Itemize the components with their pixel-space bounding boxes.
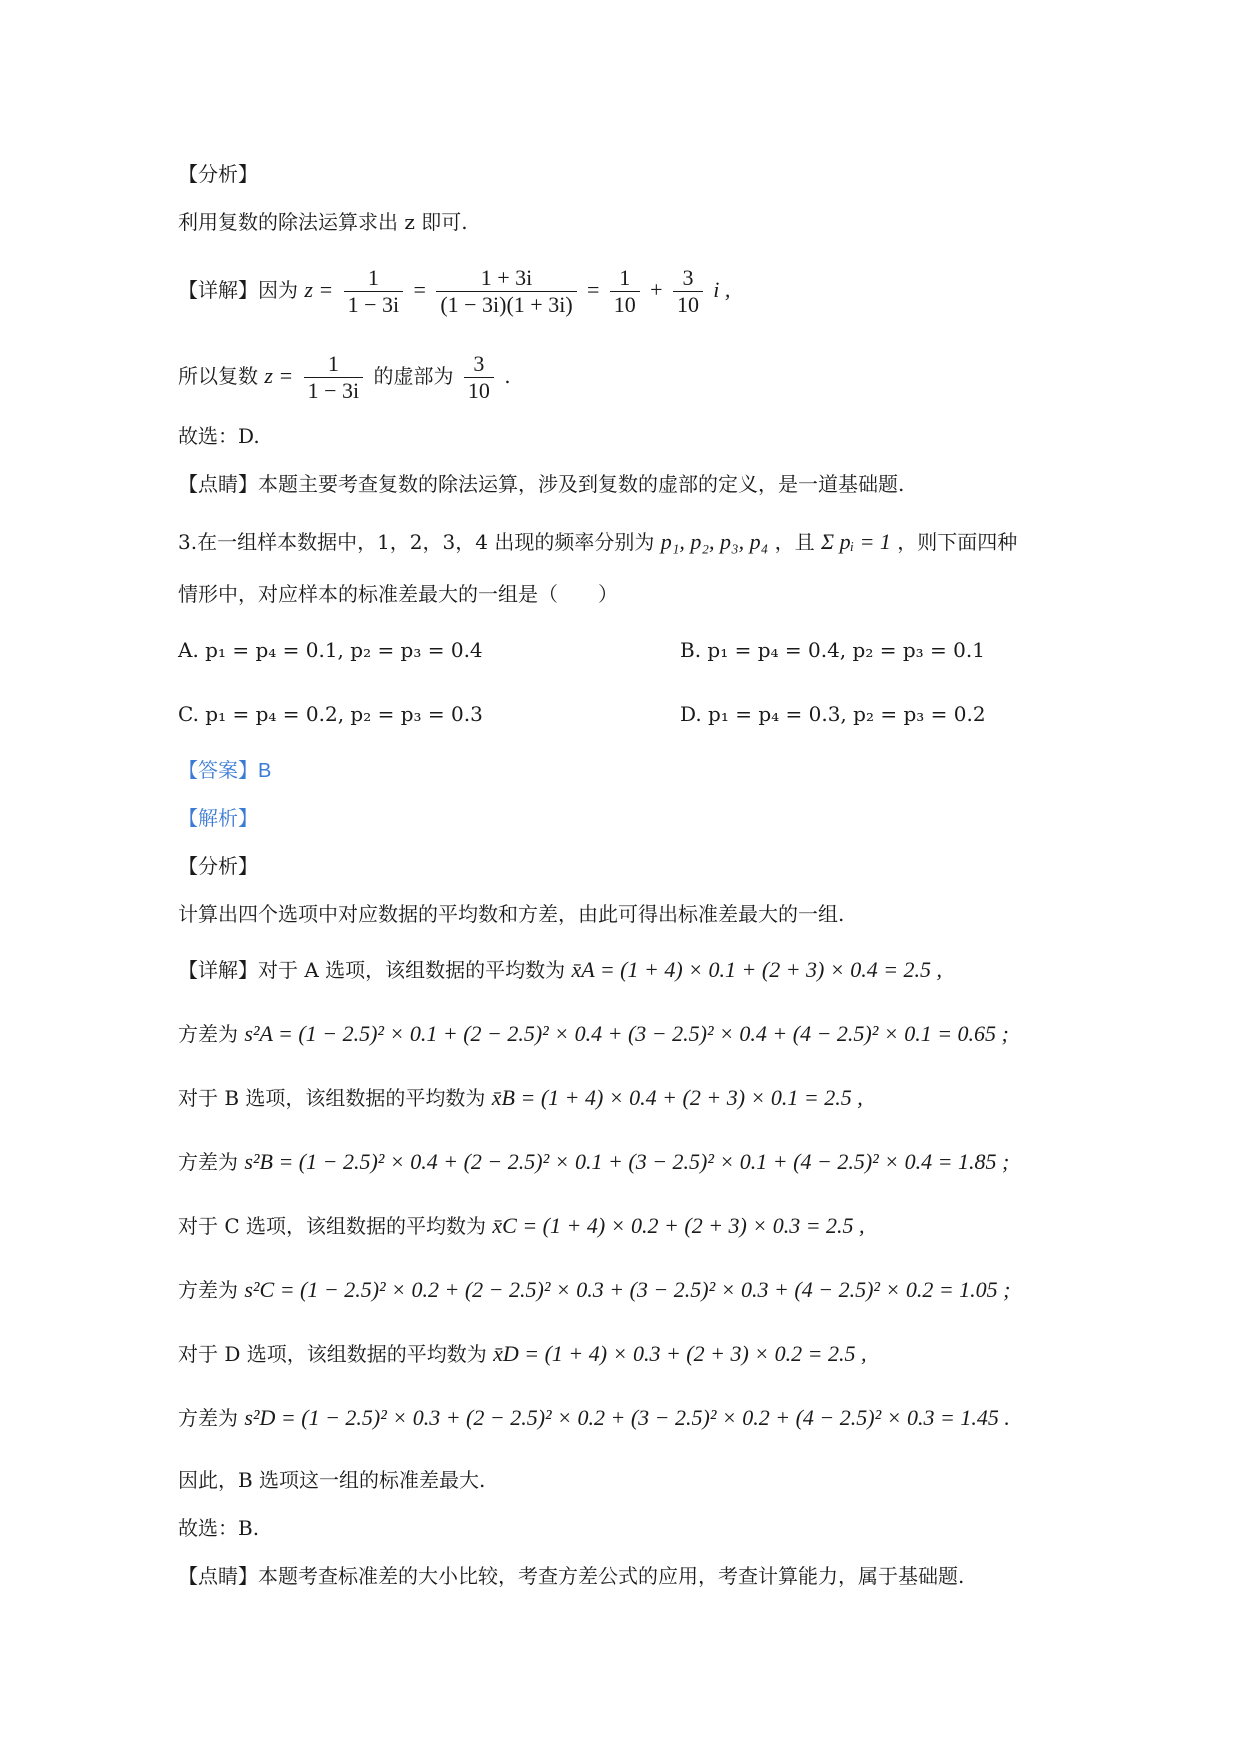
c-var-line: [178, 1276, 1011, 1304]
option-c: C. p₁ = p₄ = 0.2, p₂ = p₃ = 0.3: [178, 702, 483, 726]
fraction-denominator: 10: [676, 292, 699, 317]
q3-stem-probabilities: p₁, p₂, p₃, p₄: [660, 529, 769, 554]
q2-imag-line: [178, 348, 511, 404]
fraction-denominator: 10: [467, 378, 490, 403]
fraction-denominator: 10: [613, 292, 636, 317]
q3-comment-heading: 【点睛】: [178, 1564, 258, 1588]
c-mean-text: 对于 C 选项，该组数据的平均数为: [178, 1214, 487, 1238]
q3-choice: 故选：B.: [178, 1516, 260, 1540]
b-var-text: 方差为: [178, 1150, 238, 1174]
fraction-denominator: 1 − 3i: [307, 378, 360, 403]
a-var-text: 方差为: [178, 1022, 238, 1046]
plus-sign: +: [650, 277, 663, 302]
d-mean-line: [178, 1340, 867, 1368]
a-var-line: [178, 1020, 1009, 1048]
option-a: A. p₁ = p₄ = 0.1, p₂ = p₃ = 0.4: [178, 638, 483, 662]
answer-value: B: [258, 760, 272, 782]
q3-stem-c: ，且: [774, 530, 815, 554]
answer-line: [178, 756, 271, 785]
fraction-numerator: 3: [464, 351, 494, 378]
fraction: [344, 265, 404, 318]
q3-analysis-heading: 【分析】: [178, 854, 258, 878]
equals-sign: =: [587, 277, 600, 302]
q2-comment-heading: 【点睛】: [178, 472, 258, 496]
q2-eq1: z =: [304, 277, 334, 302]
d-mean-text: 对于 D 选项，该组数据的平均数为: [178, 1342, 487, 1366]
fraction-numerator: 1 + 3i: [436, 265, 576, 292]
q2-detail-heading: 【详解】: [178, 278, 258, 302]
b-var-formula: s²B = (1 − 2.5)² × 0.4 + (2 − 2.5)² × 0.1 + (3 − 2.5)² × 0.1 + (4 − 2.5)² × 0.4 = 1.85 ;: [244, 1149, 1010, 1174]
fraction-numerator: 1: [304, 351, 364, 378]
fraction-denominator: 1 − 3i: [347, 292, 400, 317]
q2-analysis-text: 利用复数的除法运算求出 z 即可.: [178, 210, 468, 234]
q2-comment: [178, 470, 904, 498]
q2-detail-prefix: 因为: [258, 278, 298, 302]
fraction: [673, 265, 703, 318]
q2-line2-eq: z =: [264, 363, 294, 388]
fraction: [610, 265, 640, 318]
b-mean-line: [178, 1084, 863, 1112]
q3-stem-a: 3.在一组样本数据中，1，2，3，4 出现的频率分别为: [178, 530, 655, 554]
c-mean-line: [178, 1212, 865, 1240]
q2-line2-prefix: 所以复数: [178, 364, 258, 388]
c-var-formula: s²C = (1 − 2.5)² × 0.2 + (2 − 2.5)² × 0.3 + (3 − 2.5)² × 0.3 + (4 − 2.5)² × 0.2 = 1.05 ;: [244, 1277, 1011, 1302]
option-d: D. p₁ = p₄ = 0.3, p₂ = p₃ = 0.2: [680, 702, 986, 726]
b-var-line: [178, 1148, 1009, 1176]
fraction: [304, 351, 364, 404]
fraction: [436, 265, 576, 318]
d-var-text: 方差为: [178, 1406, 238, 1430]
q3-stem-line2: 情形中，对应样本的标准差最大的一组是（ ）: [178, 582, 618, 606]
q3-detail-heading: 【详解】: [178, 958, 258, 982]
q2-analysis-heading: 【分析】: [178, 162, 258, 186]
a-var-formula: s²A = (1 − 2.5)² × 0.1 + (2 − 2.5)² × 0.4 + (3 − 2.5)² × 0.4 + (4 − 2.5)² × 0.1 = 0.65 ;: [244, 1021, 1009, 1046]
q3-conclusion: 因此，B 选项这一组的标准差最大.: [178, 1468, 486, 1492]
equals-sign: =: [413, 277, 426, 302]
d-var-line: [178, 1404, 1010, 1432]
a-mean-formula: x̄A = (1 + 4) × 0.1 + (2 + 3) × 0.4 = 2.5 ,: [571, 957, 943, 982]
q3-stem-d: ，则下面四种: [897, 530, 1018, 554]
fraction: [464, 351, 494, 404]
q2-choice: 故选：D.: [178, 424, 260, 448]
q3-comment-text: 本题考查标准差的大小比较，考查方差公式的应用，考查计算能力，属于基础题.: [258, 1564, 965, 1588]
q2-detail-line: [178, 262, 730, 318]
option-b: B. p₁ = p₄ = 0.4, p₂ = p₃ = 0.1: [680, 638, 985, 662]
fraction-numerator: 3: [673, 265, 703, 292]
fraction-numerator: 1: [610, 265, 640, 292]
jiexi-heading: 【解析】: [178, 806, 258, 830]
q2-tail: i ,: [713, 277, 731, 302]
q3-stem-line1: [178, 522, 1017, 562]
c-var-text: 方差为: [178, 1278, 238, 1302]
c-mean-formula: x̄C = (1 + 4) × 0.2 + (2 + 3) × 0.3 = 2.5 ,: [492, 1213, 865, 1238]
a-mean-line: [178, 956, 942, 984]
answer-heading: 【答案】: [178, 758, 258, 782]
d-mean-formula: x̄D = (1 + 4) × 0.3 + (2 + 3) × 0.2 = 2.5 ,: [493, 1341, 867, 1366]
d-var-formula: s²D = (1 − 2.5)² × 0.3 + (2 − 2.5)² × 0.2 + (3 − 2.5)² × 0.2 + (4 − 2.5)² × 0.3 = 1.45 .: [244, 1405, 1010, 1430]
b-mean-text: 对于 B 选项，该组数据的平均数为: [178, 1086, 486, 1110]
q2-line2-mid: 的虚部为: [373, 364, 454, 388]
q3-sum-expression: Σ pᵢ = 1: [821, 529, 891, 554]
b-mean-formula: x̄B = (1 + 4) × 0.4 + (2 + 3) × 0.1 = 2.5 ,: [491, 1085, 863, 1110]
q2-line2-end: .: [504, 364, 511, 388]
q3-comment: [178, 1562, 964, 1590]
q2-comment-text: 本题主要考查复数的除法运算，涉及到复数的虚部的定义，是一道基础题.: [258, 472, 905, 496]
fraction-numerator: 1: [344, 265, 404, 292]
a-mean-text: 对于 A 选项，该组数据的平均数为: [258, 958, 566, 982]
fraction-denominator: (1 − 3i)(1 + 3i): [440, 292, 573, 317]
q3-analysis-text: 计算出四个选项中对应数据的平均数和方差，由此可得出标准差最大的一组.: [178, 902, 845, 926]
